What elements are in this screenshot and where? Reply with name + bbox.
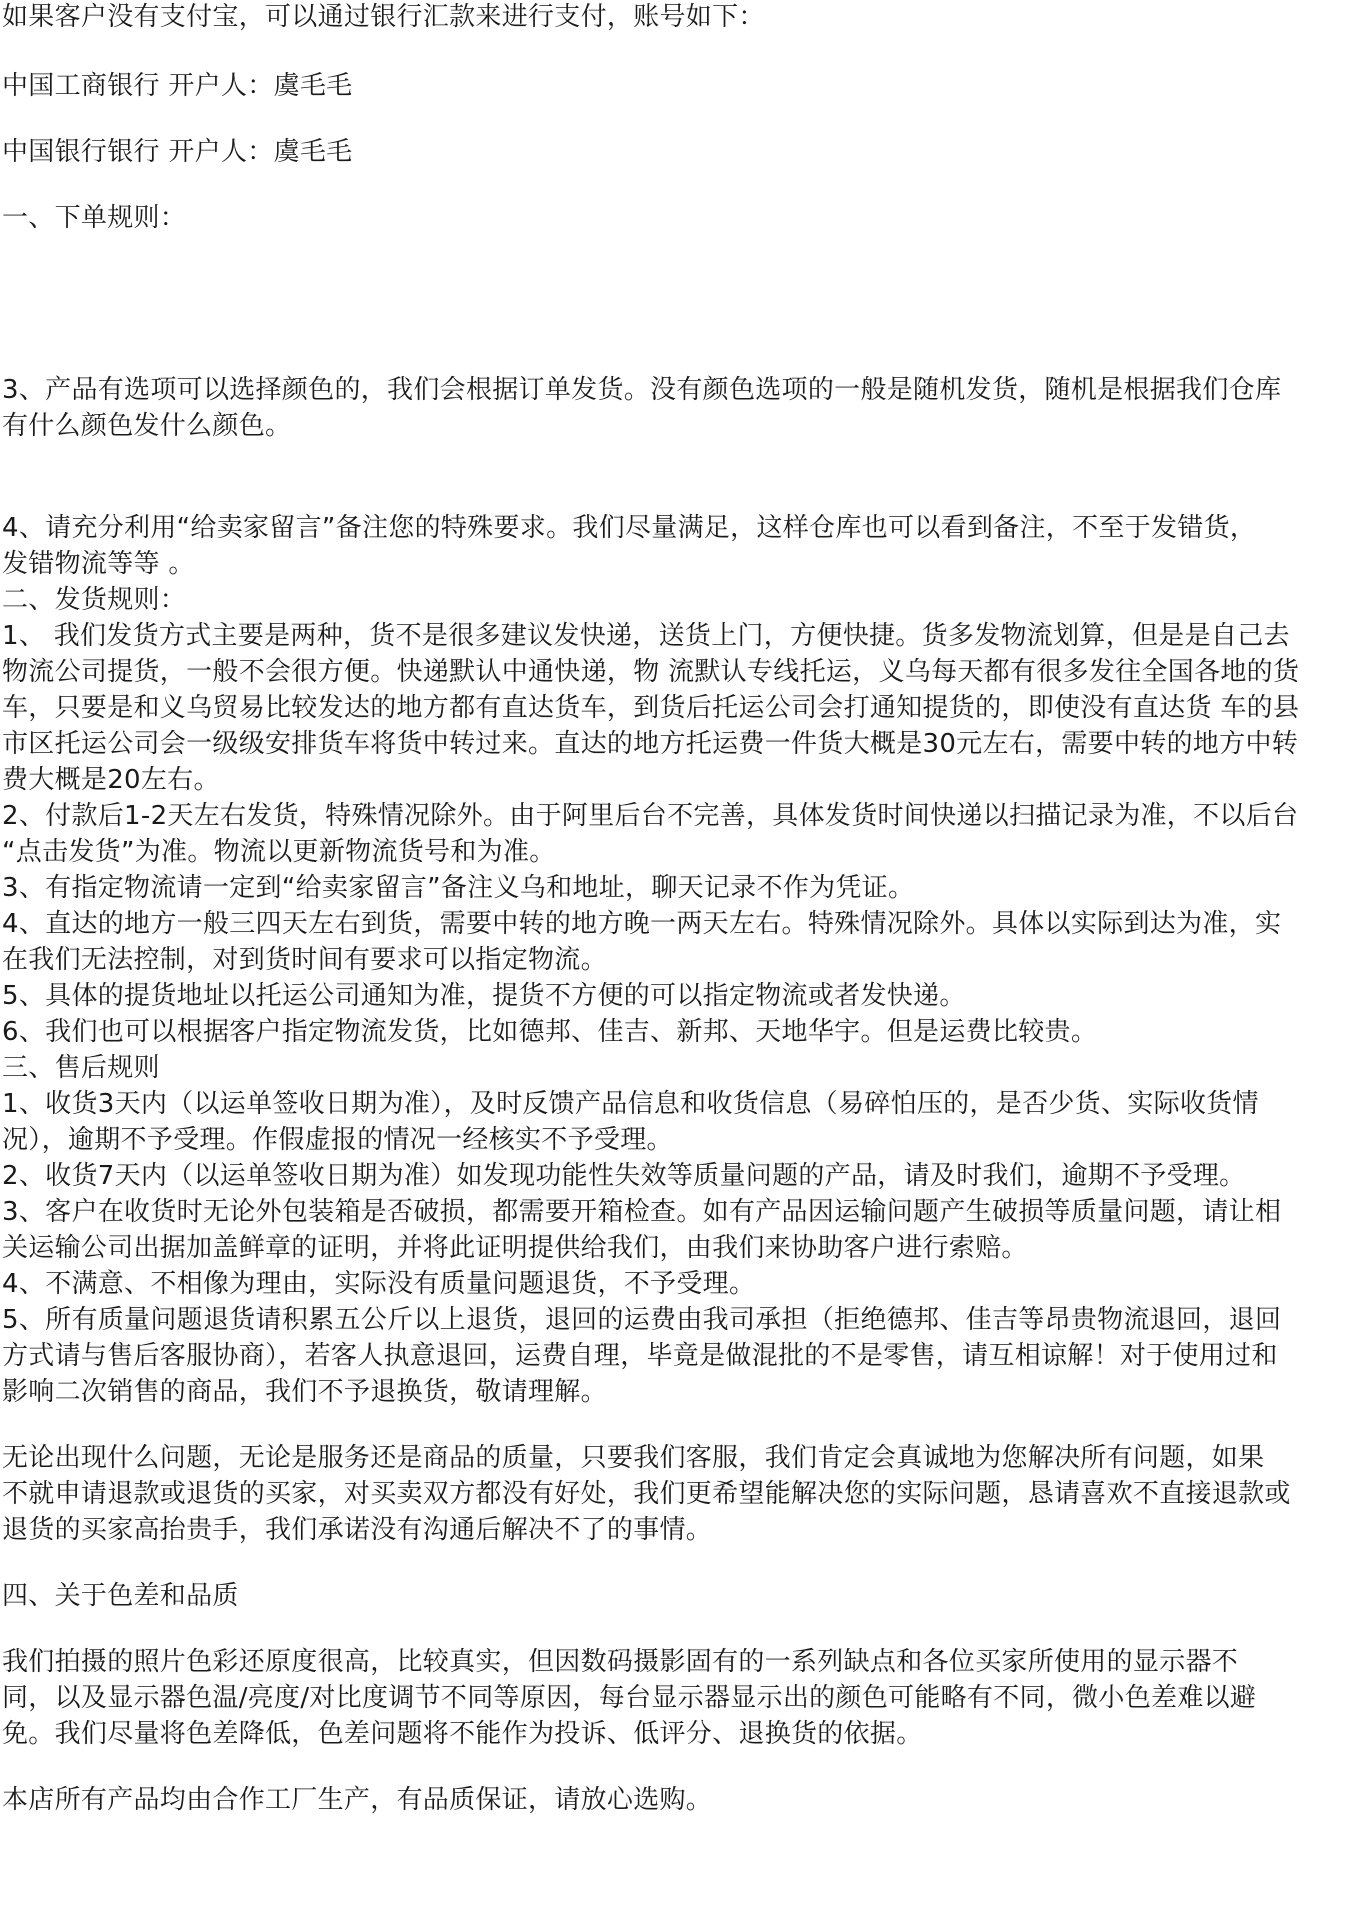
shipping-rule-line: 3、有指定物流请一定到“给卖家留言”备注义乌和地址，聊天记录不作为凭证。 [2,873,915,903]
after-sales-line: 方式请与售后客服协商），若客人执意退回，运费自理，毕竟是做混批的不是零售，请互相谅解！对于使用过和 [2,1341,1278,1371]
payment-note: 如果客户没有支付宝，可以通过银行汇款来进行支付，账号如下： [2,2,765,32]
after-sales-line: 2、收货7天内（以运单签收日期为准）如发现功能性失效等质量问题的产品，请及时我们，逾期不予受理。 [2,1161,1246,1191]
after-sales-line: 影响二次销售的商品，我们不予退换货，敬请理解。 [2,1377,607,1407]
after-sales-line: 关运输公司出据加盖鲜章的证明，并将此证明提供给我们，由我们来协助客户进行索赔。 [2,1233,1028,1263]
color-quality-line: 同，以及显示器色温/亮度/对比度调节不同等原因，每台显示器显示出的颜色可能略有不同，微小色差难以避 [2,1683,1257,1713]
shipping-rule-line: 在我们无法控制，对到货时间有要求可以指定物流。 [2,945,607,975]
order-rule-line: 有什么颜色发什么颜色。 [2,411,292,441]
shipping-rule-line: 4、直达的地方一般三四天左右到货，需要中转的地方晚一两天左右。特殊情况除外。具体以实际到达为准，实 [2,909,1282,939]
section-heading-after-sales: 三、售后规则 [2,1053,160,1083]
service-note-line: 退货的买家高抬贵手，我们承诺没有沟通后解决不了的事情。 [2,1515,713,1545]
shipping-rule-line: 物流公司提货，一般不会很方便。快递默认中通快递，物 流默认专线托运，义乌每天都有很多发往全国各地的货 [2,657,1300,687]
shipping-rule-line: 市区托运公司会一级级安排货车将货中转过来。直达的地方托运费一件货大概是30元左右，需要中转的地方中转 [2,729,1299,759]
section-heading-order-rules: 一、下单规则： [2,203,187,233]
section-heading-shipping-rules: 二、发货规则： [2,585,187,615]
order-rule-line: 发错物流等等 。 [2,549,195,579]
bank-account-boc: 中国银行银行 开户人：虞毛毛 [2,137,353,167]
after-sales-line: 况），逾期不予受理。作假虚报的情况一经核实不予受理。 [2,1125,673,1155]
shipping-rule-line: “点击发货”为准。物流以更新物流货号和为准。 [2,837,556,867]
service-note-line: 无论出现什么问题，无论是服务还是商品的质量，只要我们客服，我们肯定会真诚地为您解决所有问题，如果 [2,1443,1265,1473]
shipping-rule-line: 车，只要是和义乌贸易比较发达的地方都有直达货车，到货后托运公司会打通知提货的，即使没有直达货 车的县 [2,693,1300,723]
shipping-rule-line: 5、具体的提货地址以托运公司通知为准，提货不方便的可以指定物流或者发快递。 [2,981,966,1011]
closing-statement: 本店所有产品均由合作工厂生产，有品质保证，请放心选购。 [2,1785,713,1815]
after-sales-line: 5、所有质量问题退货请积累五公斤以上退货，退回的运费由我司承担（拒绝德邦、佳吉等昂贵物流退回，退回 [2,1305,1282,1335]
shipping-rule-line: 6、我们也可以根据客户指定物流发货，比如德邦、佳吉、新邦、天地华宇。但是运费比较贵。 [2,1017,1098,1047]
color-quality-line: 我们拍摄的照片色彩还原度很高，比较真实，但因数码摄影固有的一系列缺点和各位买家所使用的显示器不 [2,1647,1239,1677]
after-sales-line: 4、不满意、不相像为理由，实际没有质量问题退货，不予受理。 [2,1269,756,1299]
section-heading-color-quality: 四、关于色差和品质 [2,1581,239,1611]
order-rule-line: 4、请充分利用“给卖家留言”备注您的特殊要求。我们尽量满足，这样仓库也可以看到备注，不至于发错货， [2,513,1257,543]
service-note-line: 不就申请退款或退货的买家，对买卖双方都没有好处，我们更希望能解决您的实际问题，恳请喜欢不直接退款或 [2,1479,1291,1509]
after-sales-line: 1、收货3天内（以运单签收日期为准），及时反馈产品信息和收货信息（易碎怕压的，是否少货、实际收货情 [2,1089,1259,1119]
bank-account-icbc: 中国工商银行 开户人：虞毛毛 [2,71,353,101]
shipping-rule-line: 费大概是20左右。 [2,765,220,795]
order-rule-line: 3、产品有选项可以选择颜色的，我们会根据订单发货。没有颜色选项的一般是随机发货，随机是根据我们仓库 [2,375,1282,405]
shipping-rule-line: 1、 我们发货方式主要是两种，货不是很多建议发快递，送货上门，方便快捷。货多发物流划算，但是是自己去 [2,621,1290,651]
after-sales-line: 3、客户在收货时无论外包装箱是否破损，都需要开箱检查。如有产品因运输问题产生破损等质量问题，请让相 [2,1197,1282,1227]
shipping-rule-line: 2、付款后1-2天左右发货，特殊情况除外。由于阿里后台不完善，具体发货时间快递以扫描记录为准，不以后台 [2,801,1299,831]
color-quality-line: 免。我们尽量将色差降低，色差问题将不能作为投诉、低评分、退换货的依据。 [2,1719,923,1749]
